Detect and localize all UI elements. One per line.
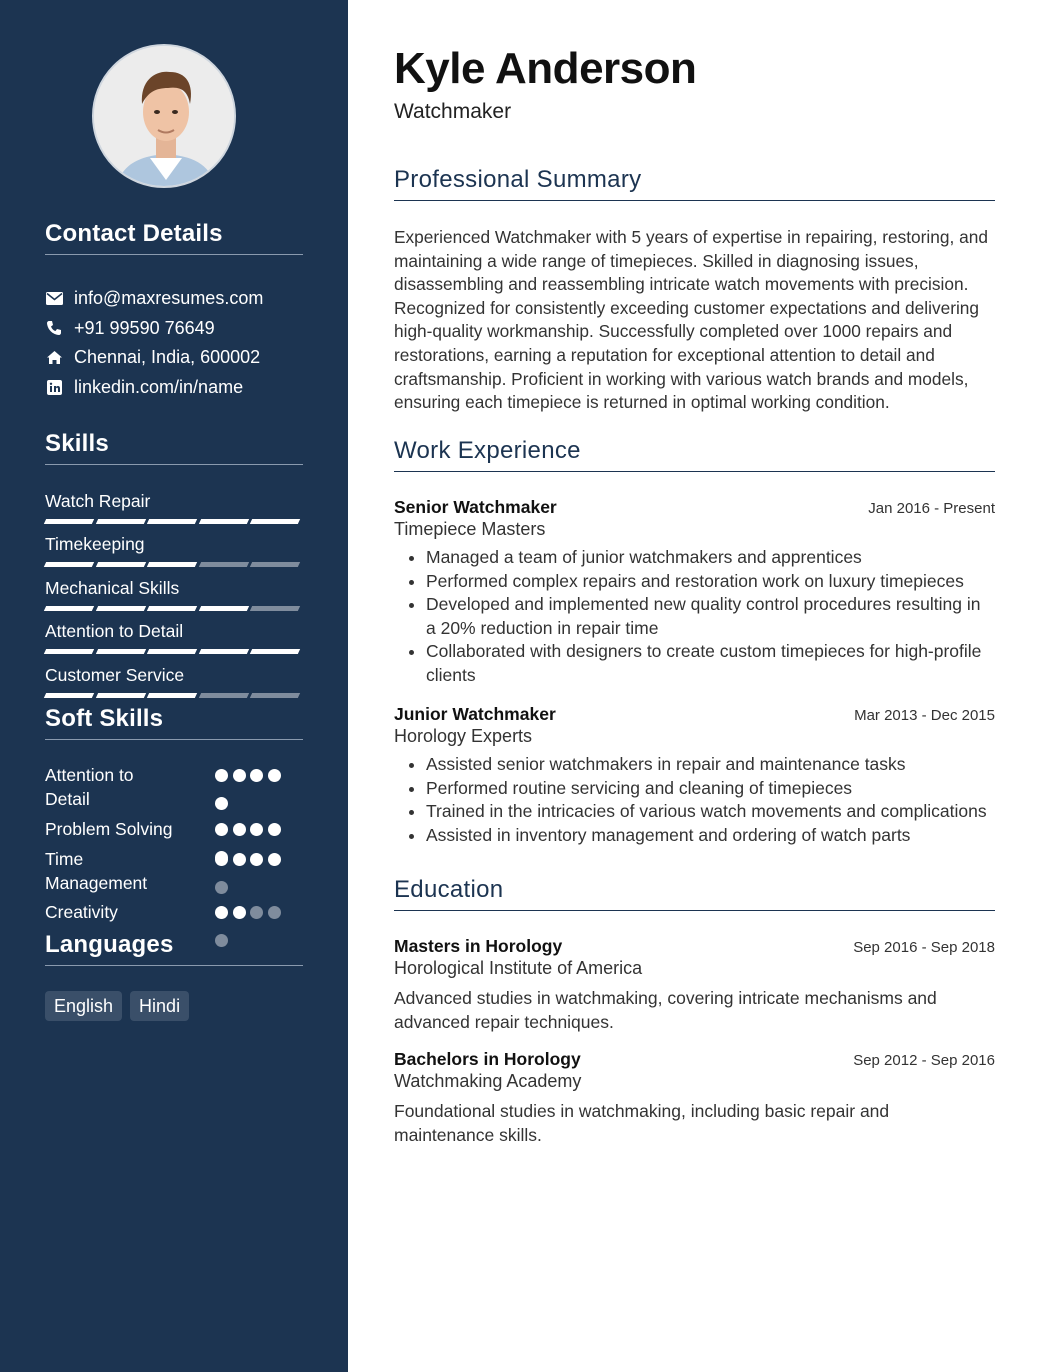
rating-dot	[250, 906, 263, 919]
language-badge: Hindi	[130, 991, 189, 1021]
skill-level-segment	[198, 519, 248, 524]
rating-dot	[233, 769, 246, 782]
soft-skill-item	[45, 763, 303, 817]
contact-email[interactable]	[45, 284, 303, 314]
rating-dot	[215, 769, 228, 782]
job-bullet: • Developed and implemented new quality control procedures resulting in a 20% reduction in repair time	[426, 593, 995, 640]
skill-level-segment	[250, 562, 300, 567]
job-bullets	[394, 753, 995, 847]
job-bullets	[394, 546, 995, 688]
rating-dot	[268, 853, 281, 866]
contact-phone[interactable]	[45, 314, 303, 344]
rating-dot	[268, 769, 281, 782]
skill-level-segment	[198, 606, 248, 611]
degree-title: Masters in Horology	[394, 936, 563, 956]
job-bullet: • Collaborated with designers to create custom timepieces for high-profile clients	[426, 640, 995, 687]
skill-level-segment	[198, 693, 248, 698]
education-description: Advanced studies in watchmaking, covering intricate mechanisms and advanced repair techniques.	[394, 988, 937, 1032]
skill-level-segment	[95, 693, 145, 698]
rating-dot	[233, 823, 246, 836]
skill-level-segment	[44, 562, 94, 567]
contact-list	[45, 284, 303, 402]
soft-skill-name: Attention to Detail	[45, 765, 134, 809]
skill-name: Attention to Detail	[45, 621, 184, 642]
job-entry	[394, 497, 995, 688]
skill-level-segment	[198, 649, 248, 654]
soft-skills-heading: Soft Skills	[45, 705, 303, 740]
rating-dot	[215, 881, 228, 894]
soft-skills-list	[45, 763, 303, 930]
skill-level-segment	[250, 649, 300, 654]
home-icon	[45, 349, 63, 367]
skill-level-segment	[198, 562, 248, 567]
education-heading: Education	[394, 876, 995, 911]
skill-level-segment	[250, 519, 300, 524]
job-dates: Mar 2013 - Dec 2015	[854, 707, 995, 724]
education-entry	[394, 1049, 995, 1147]
work-experience-heading: Work Experience	[394, 437, 995, 472]
summary-text: Experienced Watchmaker with 5 years of expertise in repairing, restoring, and maintaining a wide range of timepieces. Skilled in diagnosing issues, disassembling and reassembling intricate watch movements with precision. Recognized for consistently exceeding customer expectations and delivering high-quality workmanship. Successfully completed over 1000 repairs and restorations, earning a reputation for exceptional attention to detail and craftsmanship. Proficient in working with various watch brands and models, ensuring each timepiece is returned in optimal working condition.	[394, 227, 988, 413]
skill-level-segment	[95, 562, 145, 567]
job-title: Senior Watchmaker	[394, 497, 557, 517]
soft-skill-item	[45, 817, 303, 847]
skill-level-segment	[44, 693, 94, 698]
skill-name: Watch Repair	[45, 491, 151, 511]
soft-skill-item	[45, 847, 303, 900]
skill-item	[45, 532, 303, 575]
profile-photo	[92, 44, 236, 188]
job-title: Junior Watchmaker	[394, 704, 556, 724]
job-bullet: • Managed a team of junior watchmakers and apprentices	[426, 546, 995, 570]
language-badge: English	[45, 991, 122, 1021]
skill-level-bar	[45, 519, 303, 524]
skill-name: Mechanical Skills	[45, 577, 180, 598]
skill-level-segment	[44, 649, 94, 654]
skill-level-segment	[95, 649, 145, 654]
skills-heading: Skills	[45, 430, 303, 465]
rating-dot	[215, 853, 228, 866]
skill-level-segment	[147, 562, 197, 567]
soft-skill-name: Creativity	[45, 902, 118, 922]
skill-level-segment	[250, 693, 300, 698]
education-entry	[394, 936, 995, 1034]
school-name: Watchmaking Academy	[394, 1071, 582, 1091]
skill-name: Customer Service	[45, 664, 185, 685]
skill-name: Timekeeping	[45, 534, 145, 555]
skill-item	[45, 576, 303, 619]
education-dates: Sep 2012 - Sep 2016	[853, 1052, 995, 1069]
candidate-name: Kyle Anderson	[394, 44, 697, 93]
contact-details-heading: Contact Details	[45, 220, 303, 255]
job-bullet: • Performed complex repairs and restoration work on luxury timepieces	[426, 570, 995, 594]
job-bullet: • Assisted senior watchmakers in repair and maintenance tasks	[426, 753, 995, 777]
languages-heading: Languages	[45, 931, 303, 966]
degree-title: Bachelors in Horology	[394, 1049, 581, 1069]
address-text: Chennai, India, 600002	[74, 347, 261, 368]
skill-level-bar	[45, 562, 303, 567]
school-name: Horological Institute of America	[394, 958, 643, 978]
rating-dot	[233, 906, 246, 919]
soft-skill-item	[45, 900, 303, 930]
job-bullet: • Trained in the intricacies of various watch movements and complications	[426, 800, 995, 824]
soft-skill-name: Time Management	[45, 849, 148, 893]
phone-icon	[45, 319, 63, 337]
skill-level-segment	[44, 606, 94, 611]
job-dates: Jan 2016 - Present	[868, 500, 995, 517]
rating-dot	[215, 823, 228, 836]
languages-list	[45, 991, 189, 1021]
rating-dot	[215, 797, 228, 810]
professional-summary-heading: Professional Summary	[394, 166, 995, 201]
phone-text: +91 99590 76649	[74, 317, 215, 338]
skill-level-segment	[147, 606, 197, 611]
skill-item	[45, 489, 303, 532]
rating-dot	[250, 853, 263, 866]
rating-dot	[268, 906, 281, 919]
linkedin-icon	[45, 379, 63, 397]
skill-level-segment	[95, 606, 145, 611]
skill-item	[45, 663, 303, 706]
rating-dot	[215, 906, 228, 919]
skill-level-segment	[44, 519, 94, 524]
skill-level-segment	[95, 519, 145, 524]
candidate-title: Watchmaker	[394, 100, 512, 123]
skill-item	[45, 619, 303, 662]
rating-dot	[268, 823, 281, 836]
rating-dot	[250, 769, 263, 782]
contact-linkedin[interactable]	[45, 373, 303, 403]
skill-level-segment	[250, 606, 300, 611]
sidebar	[0, 0, 348, 1372]
contact-address	[45, 343, 303, 373]
skill-level-bar	[45, 606, 303, 611]
skill-level-bar	[45, 693, 303, 698]
email-text: info@maxresumes.com	[74, 288, 264, 309]
job-entry	[394, 704, 995, 847]
linkedin-text: linkedin.com/in/name	[74, 377, 244, 398]
education-description: Foundational studies in watchmaking, including basic repair and maintenance skills.	[394, 1101, 890, 1145]
job-bullet: • Assisted in inventory management and ordering of watch parts	[426, 824, 995, 848]
skill-level-bar	[45, 649, 303, 654]
envelope-icon	[45, 290, 63, 308]
skill-level-segment	[147, 519, 197, 524]
rating-dot	[250, 823, 263, 836]
soft-skill-name: Problem Solving	[45, 819, 173, 839]
job-company: Timepiece Masters	[394, 519, 546, 539]
job-bullet: • Performed routine servicing and cleaning of timepieces	[426, 777, 995, 801]
rating-dot	[233, 853, 246, 866]
skill-level-segment	[147, 693, 197, 698]
skills-list	[45, 489, 303, 706]
education-dates: Sep 2016 - Sep 2018	[853, 939, 995, 956]
job-company: Horology Experts	[394, 726, 533, 746]
skill-level-segment	[147, 649, 197, 654]
